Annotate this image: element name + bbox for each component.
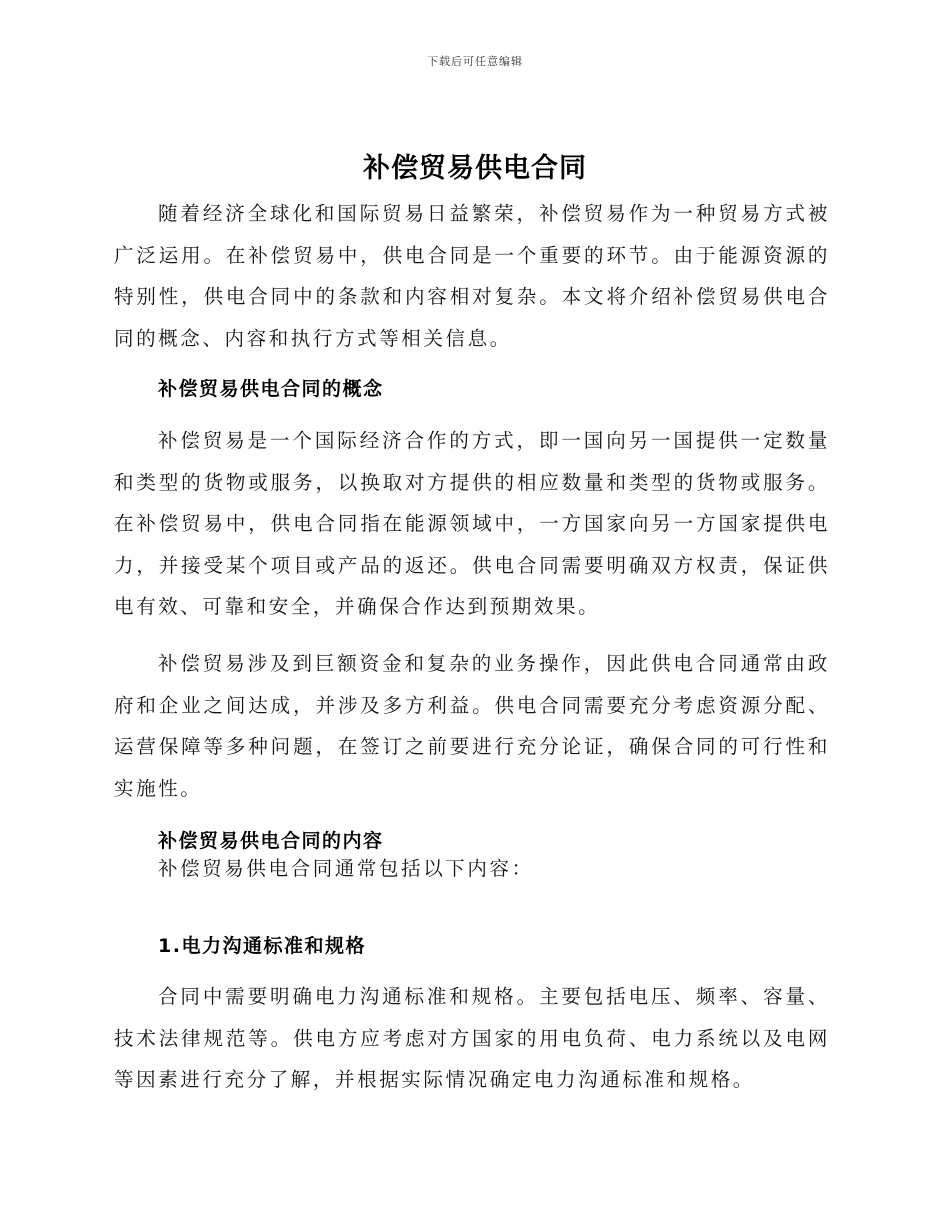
intro-paragraph: 随着经济全球化和国际贸易日益繁荣，补偿贸易作为一种贸易方式被广泛运用。在补偿贸易中，供电合同是一个重要的环节。由于能源资源的特别性，供电合同中的条款和内容相对复杂。本文将介绍补偿贸易供电合同的概念、内容和执行方式等相关信息。: [114, 202, 830, 350]
item-1-paragraph: 合同中需要明确电力沟通标准和规格。主要包括电压、频率、容量、技术法律规范等。供电方应考虑对方国家的用电负荷、电力系统以及电网等因素进行充分了解，并根据实际情况确定电力沟通标准和规格。: [114, 985, 830, 1091]
document-title: 补偿贸易供电合同: [363, 153, 587, 184]
item-1-heading: 1.电力沟通标准和规格: [158, 935, 366, 957]
content-intro-paragraph: 补偿贸易供电合同通常包括以下内容：: [158, 857, 534, 880]
header-note: 下载后可任意编辑: [427, 55, 523, 68]
concept-paragraph-1: 补偿贸易是一个国际经济合作的方式，即一国向另一国提供一定数量和类型的货物或服务，以换取对方提供的相应数量和类型的货物或服务。在补偿贸易中，供电合同指在能源领域中，一方国家向另一方国家提供电力，并接受某个项目或产品的返还。供电合同需要明确双方权责，保证供电有效、可靠和安全，并确保合作达到预期效果。: [114, 429, 830, 618]
content-heading: 补偿贸易供电合同的内容: [158, 830, 384, 852]
concept-heading: 补偿贸易供电合同的概念: [158, 378, 384, 400]
concept-paragraph-2: 补偿贸易涉及到巨额资金和复杂的业务操作，因此供电合同通常由政府和企业之间达成，并涉及多方利益。供电合同需要充分考虑资源分配、运营保障等多种问题，在签订之前要进行充分论证，确保合同的可行性和实施性。: [114, 652, 830, 800]
